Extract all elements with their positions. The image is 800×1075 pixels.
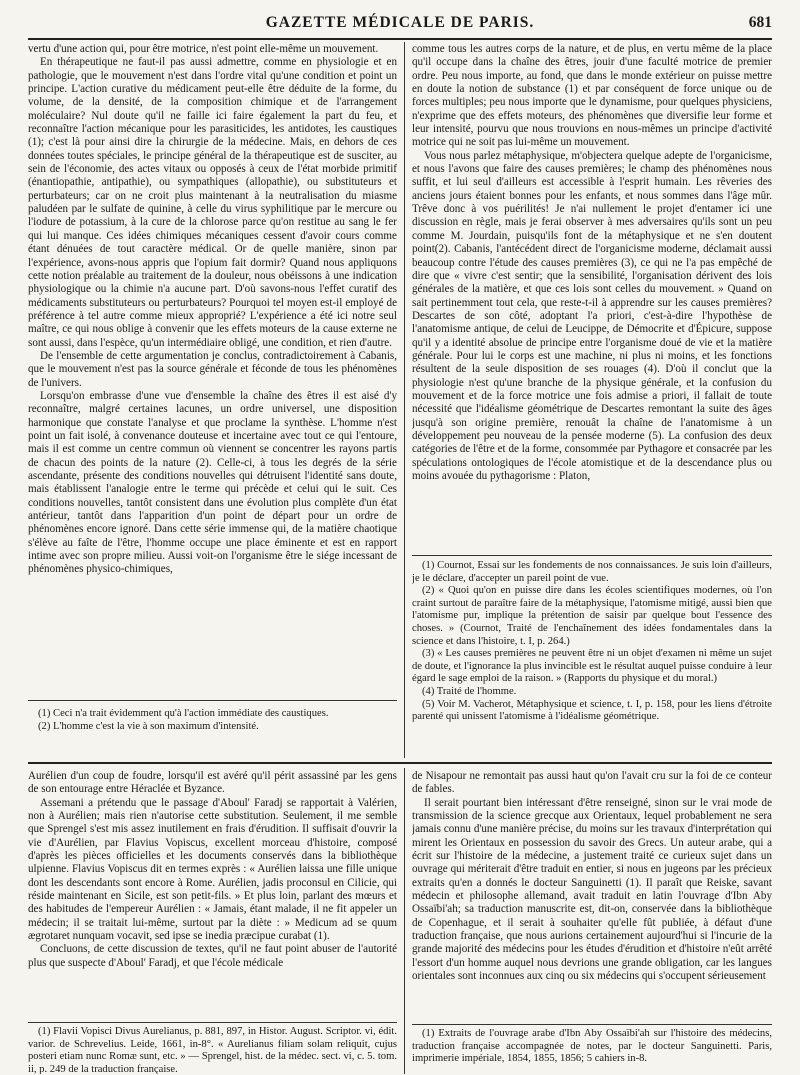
column-rule — [404, 768, 405, 1074]
footnote: (3) « Les causes premières ne peuvent être ni un objet d'examen ni même un sujet de doute, et l'ignorance la plus invincible est le résultat auquel puisse conduire à leur égard le sage emploi de la raison. » (Rapports du physique et du moral.) — [412, 648, 772, 685]
footnote-rule — [28, 1022, 397, 1023]
lower-right-column — [412, 770, 772, 1024]
footnote: (1) Extraits de l'ouvrage arabe d'Ibn Aby Ossaïbi'ah sur l'histoire des médecins, traduction française accompagnée de notes, par le docteur Sanguinetti. Paris, imprimerie impériale, 1854, 1855, 1856; 5 cahiers in-8. — [412, 1028, 772, 1065]
paragraph: Lorsqu'on embrasse d'une vue d'ensemble la chaîne des êtres il est aisé d'y reconnaître, malgré certaines lacunes, un ordre universel, une disposition harmonique que constate l'analyse et que proclame la synthèse. L'homme n'est point un fait isolé, à convenance douteuse et incertaine avec tout ce qui l'entoure, mais il est comme un centre commun où viennent se concentrer les rayons partis de chacun des points de la nature (2). Celle-ci, à tous les degrés de la série ascendante, présente des conditions nouvelles qui détruisent l'identité sans doute, mais établissent l'analogie entre le terme qui précède et celui qui le suit. Ces conditions nouvelles, tantôt consistent dans une évolution plus complète d'un état antérieur, tantôt dans l'apparition d'un point de départ pour un ordre de phénomènes encore ignoré. Dans cette série immense qui, de la matière chaotique s'élève au faîte de l'être, l'homme occupe une place éminente et est en rapport intime avec son propre milieu. Aussi voit-on l'organisme être le siége incessant de phénomènes physico-chimiques, — [28, 389, 397, 576]
paragraph: Aurélien d'un coup de foudre, lorsqu'il est avéré qu'il périt assassiné par les gens de son entourage entre Héraclée et Byzance. — [28, 770, 397, 796]
paragraph: vertu d'une action qui, pour être motrice, n'est point elle-même un mouvement. — [28, 43, 379, 55]
footnote-rule — [412, 555, 772, 556]
paragraph: Vous nous parlez métaphysique, m'objectera quelque adepte de l'organicisme, et nous l'avons que faire des causes premières; le champ des phénomènes nous suffit, et lui seul d'ailleurs est accessible à l'esprit humain. Les rêveries des anciens jours étaient bonnes pour les enfants, et nous sommes dans l'âge mûr. Trêve donc à vos puérilités! Je n'ai nullement le projet d'entamer ici une discussion en règle, mais je ferai observer à mes adversaires qu'ils sont un peu comme M. Jourdain, puisqu'ils font de la métaphysique et ne s'en doutent point(2). Cabanis, l'antécédent direct de l'organicisme moderne, déclamait aussi beaucoup contre l'étude des causes premières (3), ce qui ne l'a pas empêché de dire que « vivre c'est sentir; que la sensibilité, l'organisation dérivent des lois générales de la matière, et que ces lois sont celles du mouvement. » Quand on sait pertinemment tout cela, que reste-t-il à apprendre sur les causes premières? Descartes de son côté, adoptant l'a priori, c'est-à-dire l'hypothèse de l'anatomisme antique, de celui de Leucippe, de Démocrite et d'Épicure, suppose qu'il y a identité absolue de principe entre l'organisme doué de vie et la matière générale. Pour lui le corps est une machine, ni plus ni moins, et les fonctions résultent de la seule disposition de ses rouages (4). D'où il conclut que la physiologie n'est qu'une branche de la physique générale, et la confusion du mouvement et de la force motrice une fois admise a priori, il fallait de toute nécessité que l'idéalisme géométrique de Descartes remontant la suite des âges jusqu'à son origine première, renouât la chaîne de l'anatomisme à un développement peu nouveau de la pensée moderne (5). La confusion des deux catégories de l'être et de la forme, consommée par Pythagore et consacrée par les spéculations ontologiques de l'école atomistique et de la descendance plus ou moins avouée du pythagorisme : Platon, — [412, 149, 772, 482]
footnote: (2) « Quoi qu'on en puisse dire dans les écoles scientifiques modernes, où l'on craint surtout de paraître faire de la métaphysique, l'atomisme mitigé, aussi bien que l'atomisme pur, implique la prétention de saisir par quelque bout l'essence des choses. » (Cournot, Traité de l'enchaînement des idées fondamentales dans la science et dans l'histoire, t. I, p. 264.) — [412, 585, 772, 647]
upper-right-column — [412, 43, 772, 553]
journal-title: GAZETTE MÉDICALE DE PARIS. — [265, 14, 535, 31]
footnote: (1) Flavii Vopisci Divus Aurelianus, p. 881, 897, in Histor. August. Scriptor. vi, édit. varior. de Schrevelius. Leide, 1661, in-8°. « Aurelianus filiam solam reliquit, cujus posteri etiam nunc Romæ sunt, etc. » — Sprengel, hist. de la médec. sect. vi, c. 5. tom. ii, p. 249 de la traduction française. — [28, 1026, 397, 1074]
paragraph: de Nisapour ne remontait pas aussi haut qu'on l'avait cru sur la foi de ce conteur de fables. — [412, 770, 772, 796]
lower-right-footnotes — [412, 1028, 772, 1074]
page-number: 681 — [748, 14, 772, 31]
footnote-rule — [28, 700, 397, 701]
footnote: (1) Ceci n'a trait évidemment qu'à l'action immédiate des caustiques. — [38, 708, 329, 719]
paragraph: comme tous les autres corps de la nature, et de plus, en vertu même de la place qu'il occupe dans la chaîne des êtres, jouir d'une faculté motrice de premier ordre. Peu nous importe, au fond, que dans le monde extérieur on puisse mettre en doute la notion de substance (1) et par conséquent de force unique ou de forces multiples; peu nous importe que le dynamisme, pour quelques physiciens, n'exprime que des effets moteurs, des phénomènes que diversifie leur forme et leur intensité, pourvu que nous trouvions en nous-mêmes un principe d'activité motrice qui ne soit pas lui-même un mouvement. — [412, 43, 772, 149]
lower-left-footnotes — [28, 1026, 397, 1074]
footnote: (4) Traité de l'homme. — [422, 685, 517, 697]
upper-left-column — [28, 43, 397, 693]
footnote: (1) Cournot, Essai sur les fondements de nos connaissances. Je suis loin d'ailleurs, je le déclare, d'accepter un pareil point de vue. — [412, 560, 772, 584]
paragraph: Il serait pourtant bien intéressant d'être renseigné, sinon sur le vrai mode de transmission de la science grecque aux Orientaux, lequel probablement ne sera jamais connu d'une manière précise, du moins sur les travaux d'interprétation qui mirent les Orientaux en possession du savoir des Grecs. Un auteur arabe, qui a écrit sur l'histoire de la médecine, a justement traité ce curieux sujet dans un ouvrage qui mériterait d'être traduit en entier, si nous en jugeons par les précieux extraits qu'en a donnés le docteur Sanguinetti (1). Il paraît que Reiske, savant médecin et philosophe allemand, avait traduit en latin l'ouvrage d'Ibn Aby Ossaïbi'ah; sa traduction manuscrite est, dit-on, conservée dans la bibliothèque de Copenhague, et il serait à souhaiter qu'elle fût publiée, à défaut d'une traduction française, que nous aurions certainement aujourd'hui si l'incurie de la grande majorité des médecins pour les études d'érudition et d'histoire n'eût arrêté l'essort d'un homme auquel nous devrions une grande obligation, car les langues orientales sont inconnues aux cinq ou six médecins qui s'occupent sérieusement — [412, 796, 772, 983]
paragraph: En thérapeutique ne faut-il pas aussi admettre, comme en physiologie et en pathologie, que le mouvement n'est dans l'ordre vital qu'une condition et point un principe. L'action curative du médicament peut-elle être déduite de la forme, du volume, de la densité, de la composition chimique et de l'arrangement moléculaire? Nul doute qu'il ne faille ici faire également la part du feu, et reconnaître l'action mécanique pour les parasiticides, les antidotes, les caustiques (1); c'est là pour ainsi dire la chirurgie de la médecine. Mais, en dehors de ces données toutes spéciales, le principe général de la thérapeutique est de susciter, au sein de l'économie, des actes vitaux ou opposés à ceux de l'état morbide primitif (énantiopathie, antipathie), ou sympathiques (allopathie), ou substituteurs et perturbateurs; car on ne croit plus maintenant à la neutralisation du miasme paludéen par le sulfate de quinine, à celle du virus syphilitique par le mercure ou l'iodure de potassium, à la cure de la chlorose parce qu'on restitue au sang le fer qui lui manque. Ces idées chimiques mécaniques cessent d'avoir cours comme étant dénuées de tout caractère médical. Or de quelle manière, sinon par l'expérience, avons-nous appris que l'opium fait dormir? Quand nous appliquons cette notion préalable au traitement de la douleur, nous obéissons à une indication physiologique ou la chimie n'a aucune part. D'où savons-nous l'effet curatif des médicaments substituteurs ou perturbateurs? Pourquoi tel moyen est-il employé de préférence à tel autre comme mieux approprié? L'expérience a été ici notre seul maître, ce qui nous oblige à convenir que les effets moteurs de la cause externe ne sont aussi, dans l'espèce, qu'un intermédiaire obligé, une condition, et rien d'autre. — [28, 56, 397, 349]
lower-left-column — [28, 770, 397, 1020]
footnote-rule — [412, 1024, 772, 1025]
upper-left-footnotes — [28, 708, 397, 752]
paragraph: Concluons, de cette discussion de textes, qu'il ne faut point abuser de l'autorité plus que suspecte d'Aboul' Faradj, et que l'école médicale — [28, 943, 397, 969]
section-divider — [28, 762, 772, 764]
footnote: (5) Voir M. Vacherot, Métaphysique et science, t. I, p. 158, pour les liens d'étroite parenté qui unissent l'atomisme à l'idéalisme géométrique. — [412, 698, 772, 723]
upper-right-footnotes — [412, 560, 772, 770]
page-header — [28, 12, 772, 40]
column-rule — [404, 42, 405, 758]
paragraph: Assemani a prétendu que le passage d'Aboul' Faradj se rapportait à Valérien, non à Aurélien; mais rien n'autorise cette substitution. Seulement, il me semble que Sprengel s'est mis assez inutilement en frais d'érudition. Il suffisait d'ouvrir la vie d'Aurélien, par Flavius Vopiscus, excellent morceau d'histoire, composé d'après les pièces officielles et les documents conservés dans la bibliothèque ulpienne. Flavius Vopiscus dit en termes exprès : « Aurélien laissa une fille unique dont les descendants sont encore à Rome. Aurélien, jadis proconsul en Cilicie, qui réside maintenant en Sicile, est son petit-fils. » Et plus loin, parlant des mœurs et des habitudes de l'empereur Aurélien : « Jamais, étant malade, il ne fit appeler un médecin; il se traitait lui-même, surtout par la diète : » Medicum ad se quum ægrotaret nunquam vocavit, sed ipse se inedia præcipue curabat (1). — [28, 796, 397, 943]
paragraph: De l'ensemble de cette argumentation je conclus, contradictoirement à Cabanis, que le mouvement n'est pas la source générale et féconde de tous les phénomènes de l'univers. — [28, 349, 397, 389]
footnote: (2) L'homme c'est la vie à son maximum d'intensité. — [38, 720, 259, 732]
